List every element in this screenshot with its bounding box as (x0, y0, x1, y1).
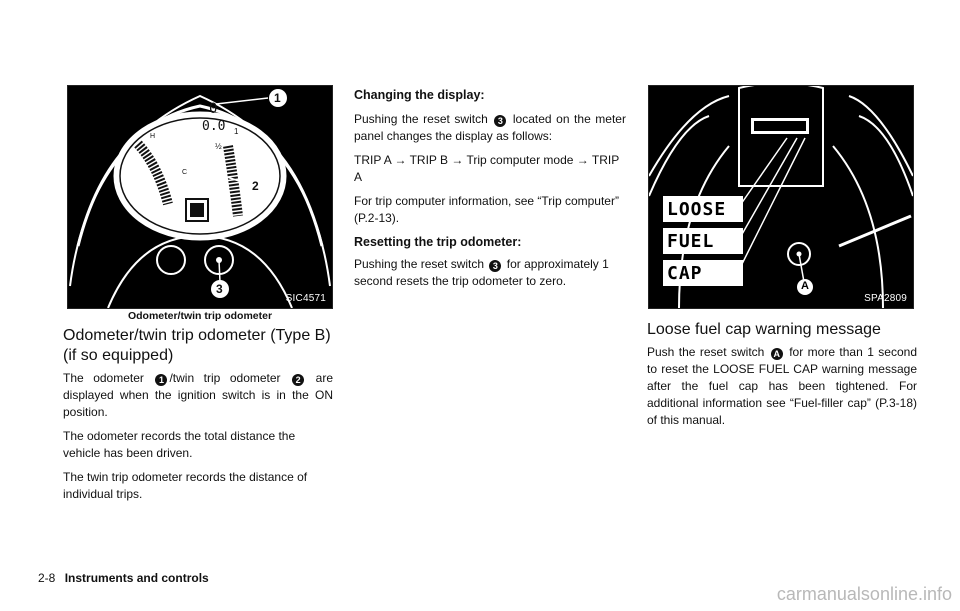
callout-2: 2 (252, 179, 259, 193)
paragraph (354, 256, 626, 290)
figure-loose-fuel-cap (648, 85, 914, 309)
callout-number: 2 (292, 374, 304, 386)
text: Push the reset switch (647, 345, 765, 359)
gauge-letter-c: C (182, 169, 188, 176)
paragraph: The twin trip odometer records the distance of individual trips. (63, 470, 308, 501)
chapter-title: Instruments and controls (64, 571, 209, 585)
callout-number: 3 (494, 115, 506, 127)
figure-id-label: SPA2809 (864, 293, 907, 304)
gauge-letter-h: H (150, 133, 156, 140)
section-heading-odometer: Odometer/twin trip odometer (Type B) (if so equipped) (63, 327, 331, 364)
paragraph: TRIP A → TRIP B → Trip computer mode → TRIP A (354, 153, 619, 184)
figure-id-label: SIC4571 (285, 293, 326, 304)
callout-number: 3 (489, 260, 501, 272)
subheading-resetting: Resetting the trip odometer: (354, 235, 522, 249)
section-loose-fuel-cap-body (647, 344, 917, 429)
text: located on the meter panel changes the display as follows: (354, 112, 626, 143)
page-number: 2-8 (38, 571, 56, 585)
odometer-illustration (68, 86, 332, 308)
gauge-letter-one: 1 (234, 127, 239, 136)
text: for more than 1 second to reset the LOOSE FUEL CAP warning message after the fuel cap has been tightened. For additional information see “Fuel-filler cap” (P.3-18) of this manual. (647, 345, 917, 427)
section-changing-display (354, 87, 626, 290)
display-word-fuel: FUEL (667, 231, 715, 252)
callout-number: 1 (155, 374, 167, 386)
paragraph (354, 111, 626, 145)
paragraph (647, 344, 917, 429)
display-word-cap: CAP (667, 263, 703, 284)
callout-3: 3 (216, 282, 223, 296)
figure-caption: Odometer/twin trip odometer (127, 310, 273, 322)
display-word-loose: LOOSE (667, 199, 727, 220)
text: Pushing the reset switch (354, 257, 485, 271)
watermark: carmanualsonline.info (776, 584, 952, 604)
callout-a: A (801, 280, 809, 292)
trip-digits: 0.0 (202, 119, 226, 134)
section-odometer-body (63, 370, 333, 503)
text: /twin trip odometer (169, 371, 281, 385)
callout-letter: A (771, 348, 783, 360)
text: The odometer (63, 371, 144, 385)
paragraph: The odometer records the total distance the vehicle has been driven. (63, 429, 296, 460)
text: are displayed when the ignition switch is in the ON position. (63, 371, 333, 419)
text: for approximately 1 second resets the trip odometer to zero. (354, 257, 609, 288)
paragraph: For trip computer information, see “Trip computer” (P.2-13). (354, 194, 619, 225)
section-heading-loose-fuel-cap: Loose fuel cap warning message (647, 321, 881, 338)
paragraph (63, 370, 333, 421)
gauge-letter-half: ½ (215, 142, 222, 151)
page-footer (38, 571, 209, 585)
odometer-digits: 0 (209, 101, 218, 117)
text: Pushing the reset switch (354, 112, 488, 126)
subheading-changing-display: Changing the display: (354, 88, 485, 102)
figure-odometer (67, 85, 333, 309)
callout-1: 1 (274, 91, 281, 105)
